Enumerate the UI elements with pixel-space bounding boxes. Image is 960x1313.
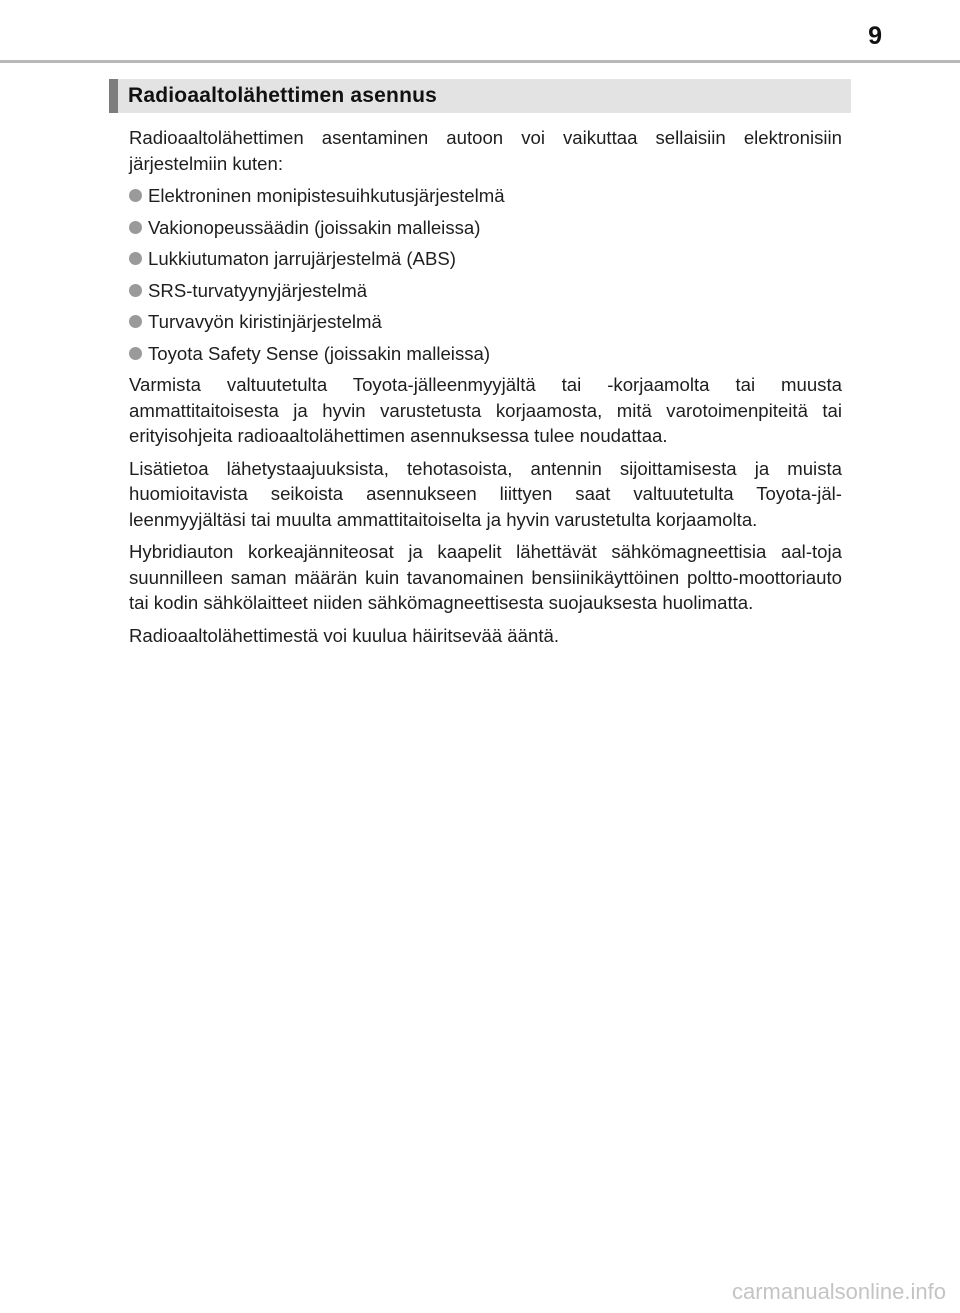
bullet-text: SRS-turvatyynyjärjestelmä [148,279,368,301]
bullet-text: Elektroninen monipistesuihkutusjärjestelmä [148,185,505,206]
bullet-dot-icon [129,284,142,297]
bullet-item [129,246,842,272]
body-paragraph: Lisätietoa lähetystaajuuksista, tehotasoista, antennin sijoittamisesta ja muista huomioitavista seikoista asennukseen liittyen saat valtuutetulta Toyota-jäl-leenmyyjältäsi tai muulta ammattitaitoiselta ja hyvin varustetulta korjaamolta. [129,457,842,530]
bullet-list [129,183,842,366]
bullet-item [129,309,842,335]
body-paragraph: Hybridiauton korkeajänniteosat ja kaapelit lähettävät sähkömagneettisia aal-toja suunnilleen saman määrän kuin tavanomainen bensiinikäyttöinen poltto-moottoriauto tai kodin sähkölaitteet niiden sähkömagneettisesta suojauksesta huolimatta. [129,541,842,613]
section-title: Radioaaltolähettimen asennus [128,84,438,107]
bullet-text: Vakionopeussäädin (joissakin malleissa) [148,216,481,238]
top-rule [0,60,960,63]
content-body [129,125,842,655]
bullet-dot-icon [129,347,142,360]
watermark-text: carmanualsonline.info [731,1279,946,1304]
bullet-item [129,215,842,241]
section-header [109,79,851,113]
bullet-dot-icon [129,252,142,265]
bullet-dot-icon [129,315,142,328]
body-paragraph: Varmista valtuutetulta Toyota-jälleenmyyjältä tai -korjaamolta tai muusta ammattitaitoisesta ja hyvin varustetusta korjaamosta, mitä varotoimenpiteitä tai erityisohjeita radioaaltolähettimen asennuksessa tulee noudattaa. [129,374,842,446]
bullet-text: Toyota Safety Sense (joissakin malleissa) [148,342,491,364]
body-paragraph: Radioaaltolähettimestä voi kuulua häiritsevää ääntä. [129,624,559,646]
bullet-item [129,183,842,209]
bullet-item [129,341,842,367]
bullet-text: Turvavyön kiristinjärjestelmä [148,311,382,332]
bullet-dot-icon [129,189,142,202]
bullet-dot-icon [129,221,142,234]
page-number: 9 [868,22,882,50]
bullet-text: Lukkiutumaton jarrujärjestelmä (ABS) [148,248,456,269]
bullet-item [129,278,842,304]
intro-paragraph: Radioaaltolähettimen asentaminen autoon voi vaikuttaa sellaisiin elektronisiin järjestelmiin kuten: [129,127,842,174]
